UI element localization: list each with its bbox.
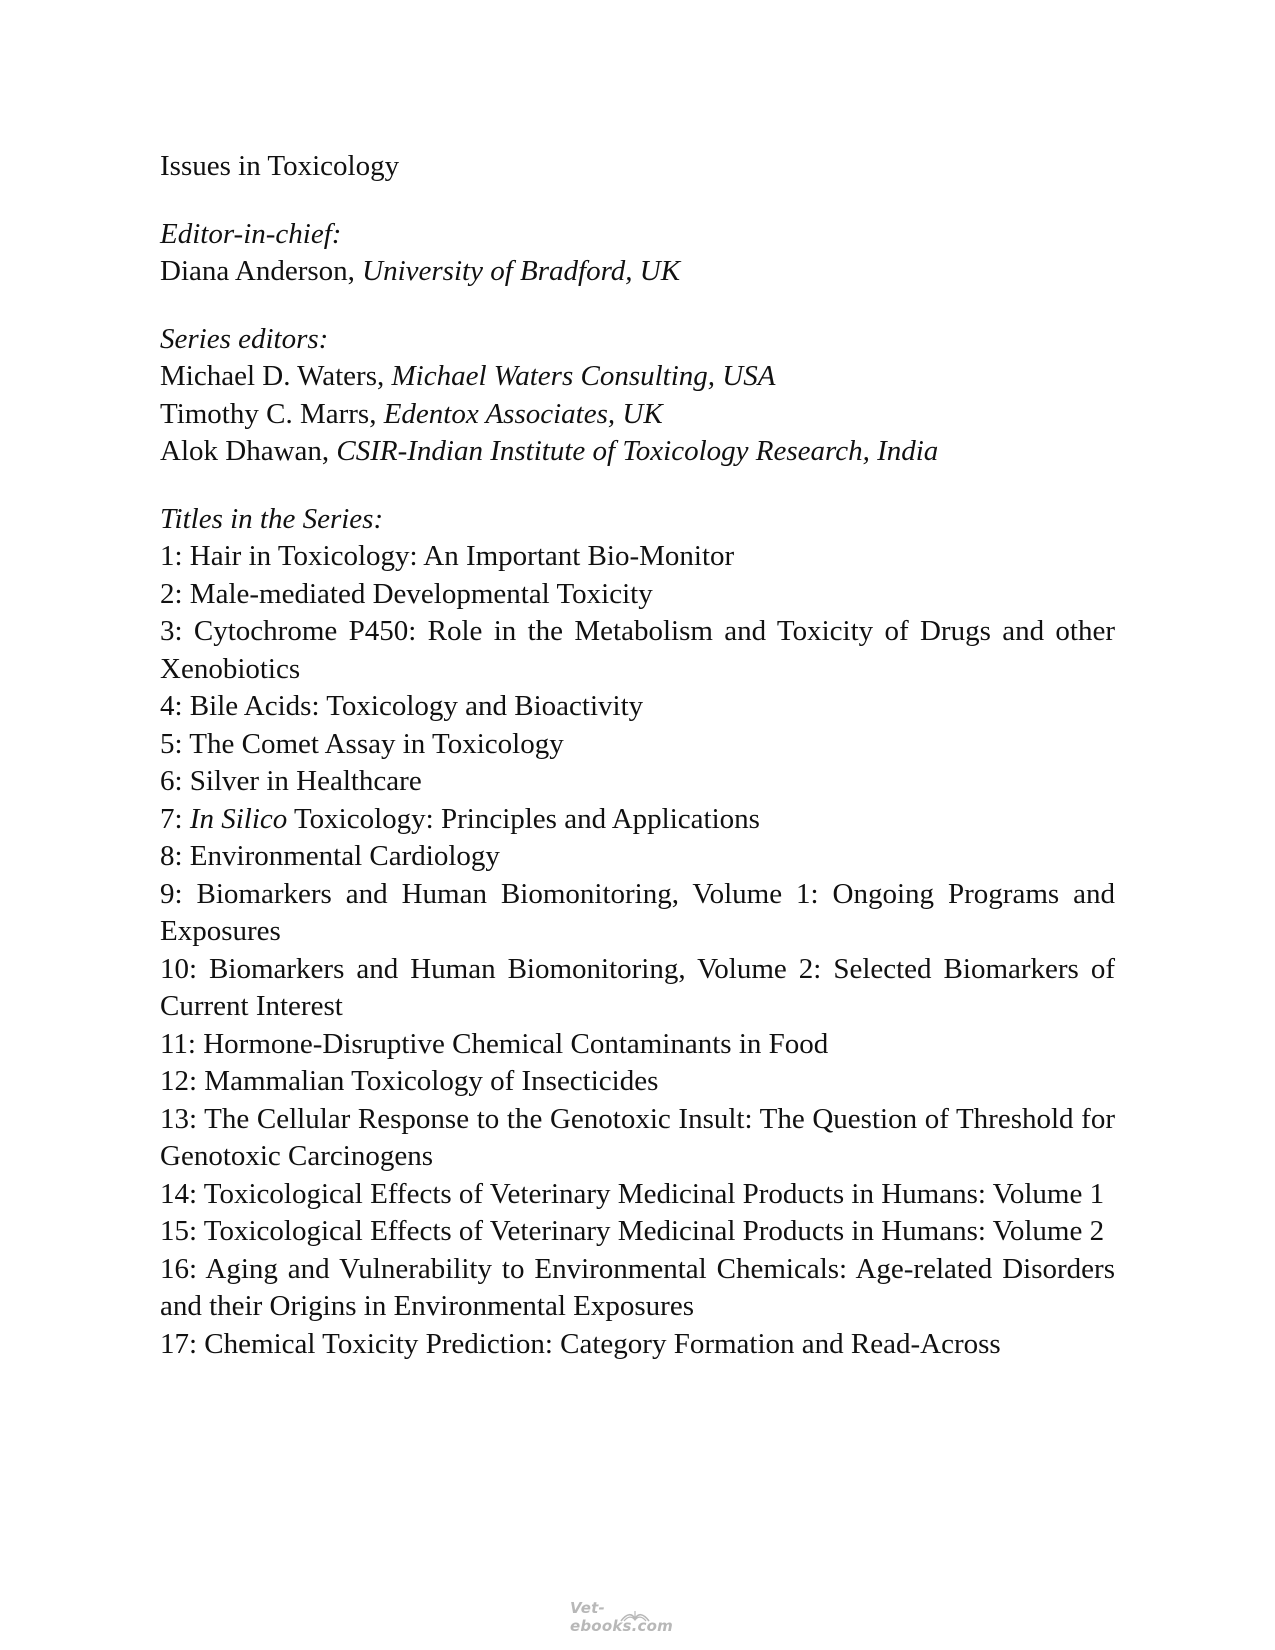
series-editors-section [160, 321, 1115, 471]
series-title-item: 5: The Comet Assay in Toxicology [160, 727, 564, 760]
series-editor-affiliation: CSIR-Indian Institute of Toxicology Research, India [336, 435, 939, 467]
series-title-rest: Toxicology: Principles and Applications [287, 802, 760, 835]
spacer [160, 186, 1115, 216]
titles-section [160, 501, 1115, 1364]
series-title-item: 16: Aging and Vulnerability to Environmental Chemicals: Age-related Disorders and their Origins in Environmental Exposures [160, 1252, 1115, 1322]
series-title-item: 10: Biomarkers and Human Biomonitoring, Volume 2: Selected Biomarkers of Current Interest [160, 952, 1115, 1022]
series-editor-name: Alok Dhawan, [160, 435, 330, 467]
series-editor-entry [160, 433, 1115, 471]
series-editor-name: Michael D. Waters, [160, 360, 385, 392]
spacer [160, 471, 1115, 501]
series-title-prefix: 7: [160, 802, 190, 835]
series-title-item: 11: Hormone-Disruptive Chemical Contaminants in Food [160, 1027, 829, 1060]
page-content [160, 148, 1115, 1363]
series-title-item: 17: Chemical Toxicity Prediction: Category Formation and Read-Across [160, 1327, 1001, 1360]
series-title-item: 1: Hair in Toxicology: An Important Bio-Monitor [160, 540, 735, 572]
editor-in-chief-heading: Editor-in-chief: [160, 217, 342, 250]
series-title-item: 12: Mammalian Toxicology of Insecticides [160, 1065, 659, 1097]
series-title-item: 14: Toxicological Effects of Veterinary Medicinal Products in Humans: Volume 1 [160, 1177, 1105, 1210]
editor-affiliation: University of Bradford, UK [362, 255, 681, 287]
series-title-item: 15: Toxicological Effects of Veterinary Medicinal Products in Humans: Volume 2 [160, 1215, 1105, 1247]
series-title-item: 2: Male-mediated Developmental Toxicity [160, 577, 653, 610]
series-title-item: 6: Silver in Healthcare [160, 765, 422, 797]
series-title-item [160, 801, 1115, 839]
editor-in-chief-entry [160, 253, 1115, 291]
spacer [160, 291, 1115, 321]
series-editor-name: Timothy C. Marrs, [160, 397, 377, 430]
editor-name: Diana Anderson, [160, 255, 355, 287]
titles-heading: Titles in the Series: [160, 502, 384, 535]
editor-in-chief-section [160, 216, 1115, 291]
watermark [570, 1599, 700, 1635]
series-name-text: Issues in Toxicology [160, 150, 400, 182]
series-editor-affiliation: Edentox Associates, UK [383, 397, 663, 430]
series-editors-heading: Series editors: [160, 322, 329, 355]
series-title-italic: In Silico [189, 802, 288, 835]
series-title-item: 4: Bile Acids: Toxicology and Bioactivity [160, 690, 644, 722]
series-editor-entry [160, 358, 1115, 396]
series-name [160, 148, 1115, 186]
series-title-item: 13: The Cellular Response to the Genotoxic Insult: The Question of Threshold for Genotoxic Carcinogens [160, 1102, 1115, 1172]
series-editor-affiliation: Michael Waters Consulting, USA [391, 360, 776, 392]
series-title-item: 3: Cytochrome P450: Role in the Metabolism and Toxicity of Drugs and other Xenobiotics [160, 615, 1115, 685]
series-title-item: 9: Biomarkers and Human Biomonitoring, Volume 1: Ongoing Programs and Exposures [160, 877, 1115, 947]
series-editor-entry [160, 396, 1115, 434]
watermark-text: Vet-ebooks.com [570, 1599, 673, 1635]
series-title-item: 8: Environmental Cardiology [160, 840, 500, 872]
